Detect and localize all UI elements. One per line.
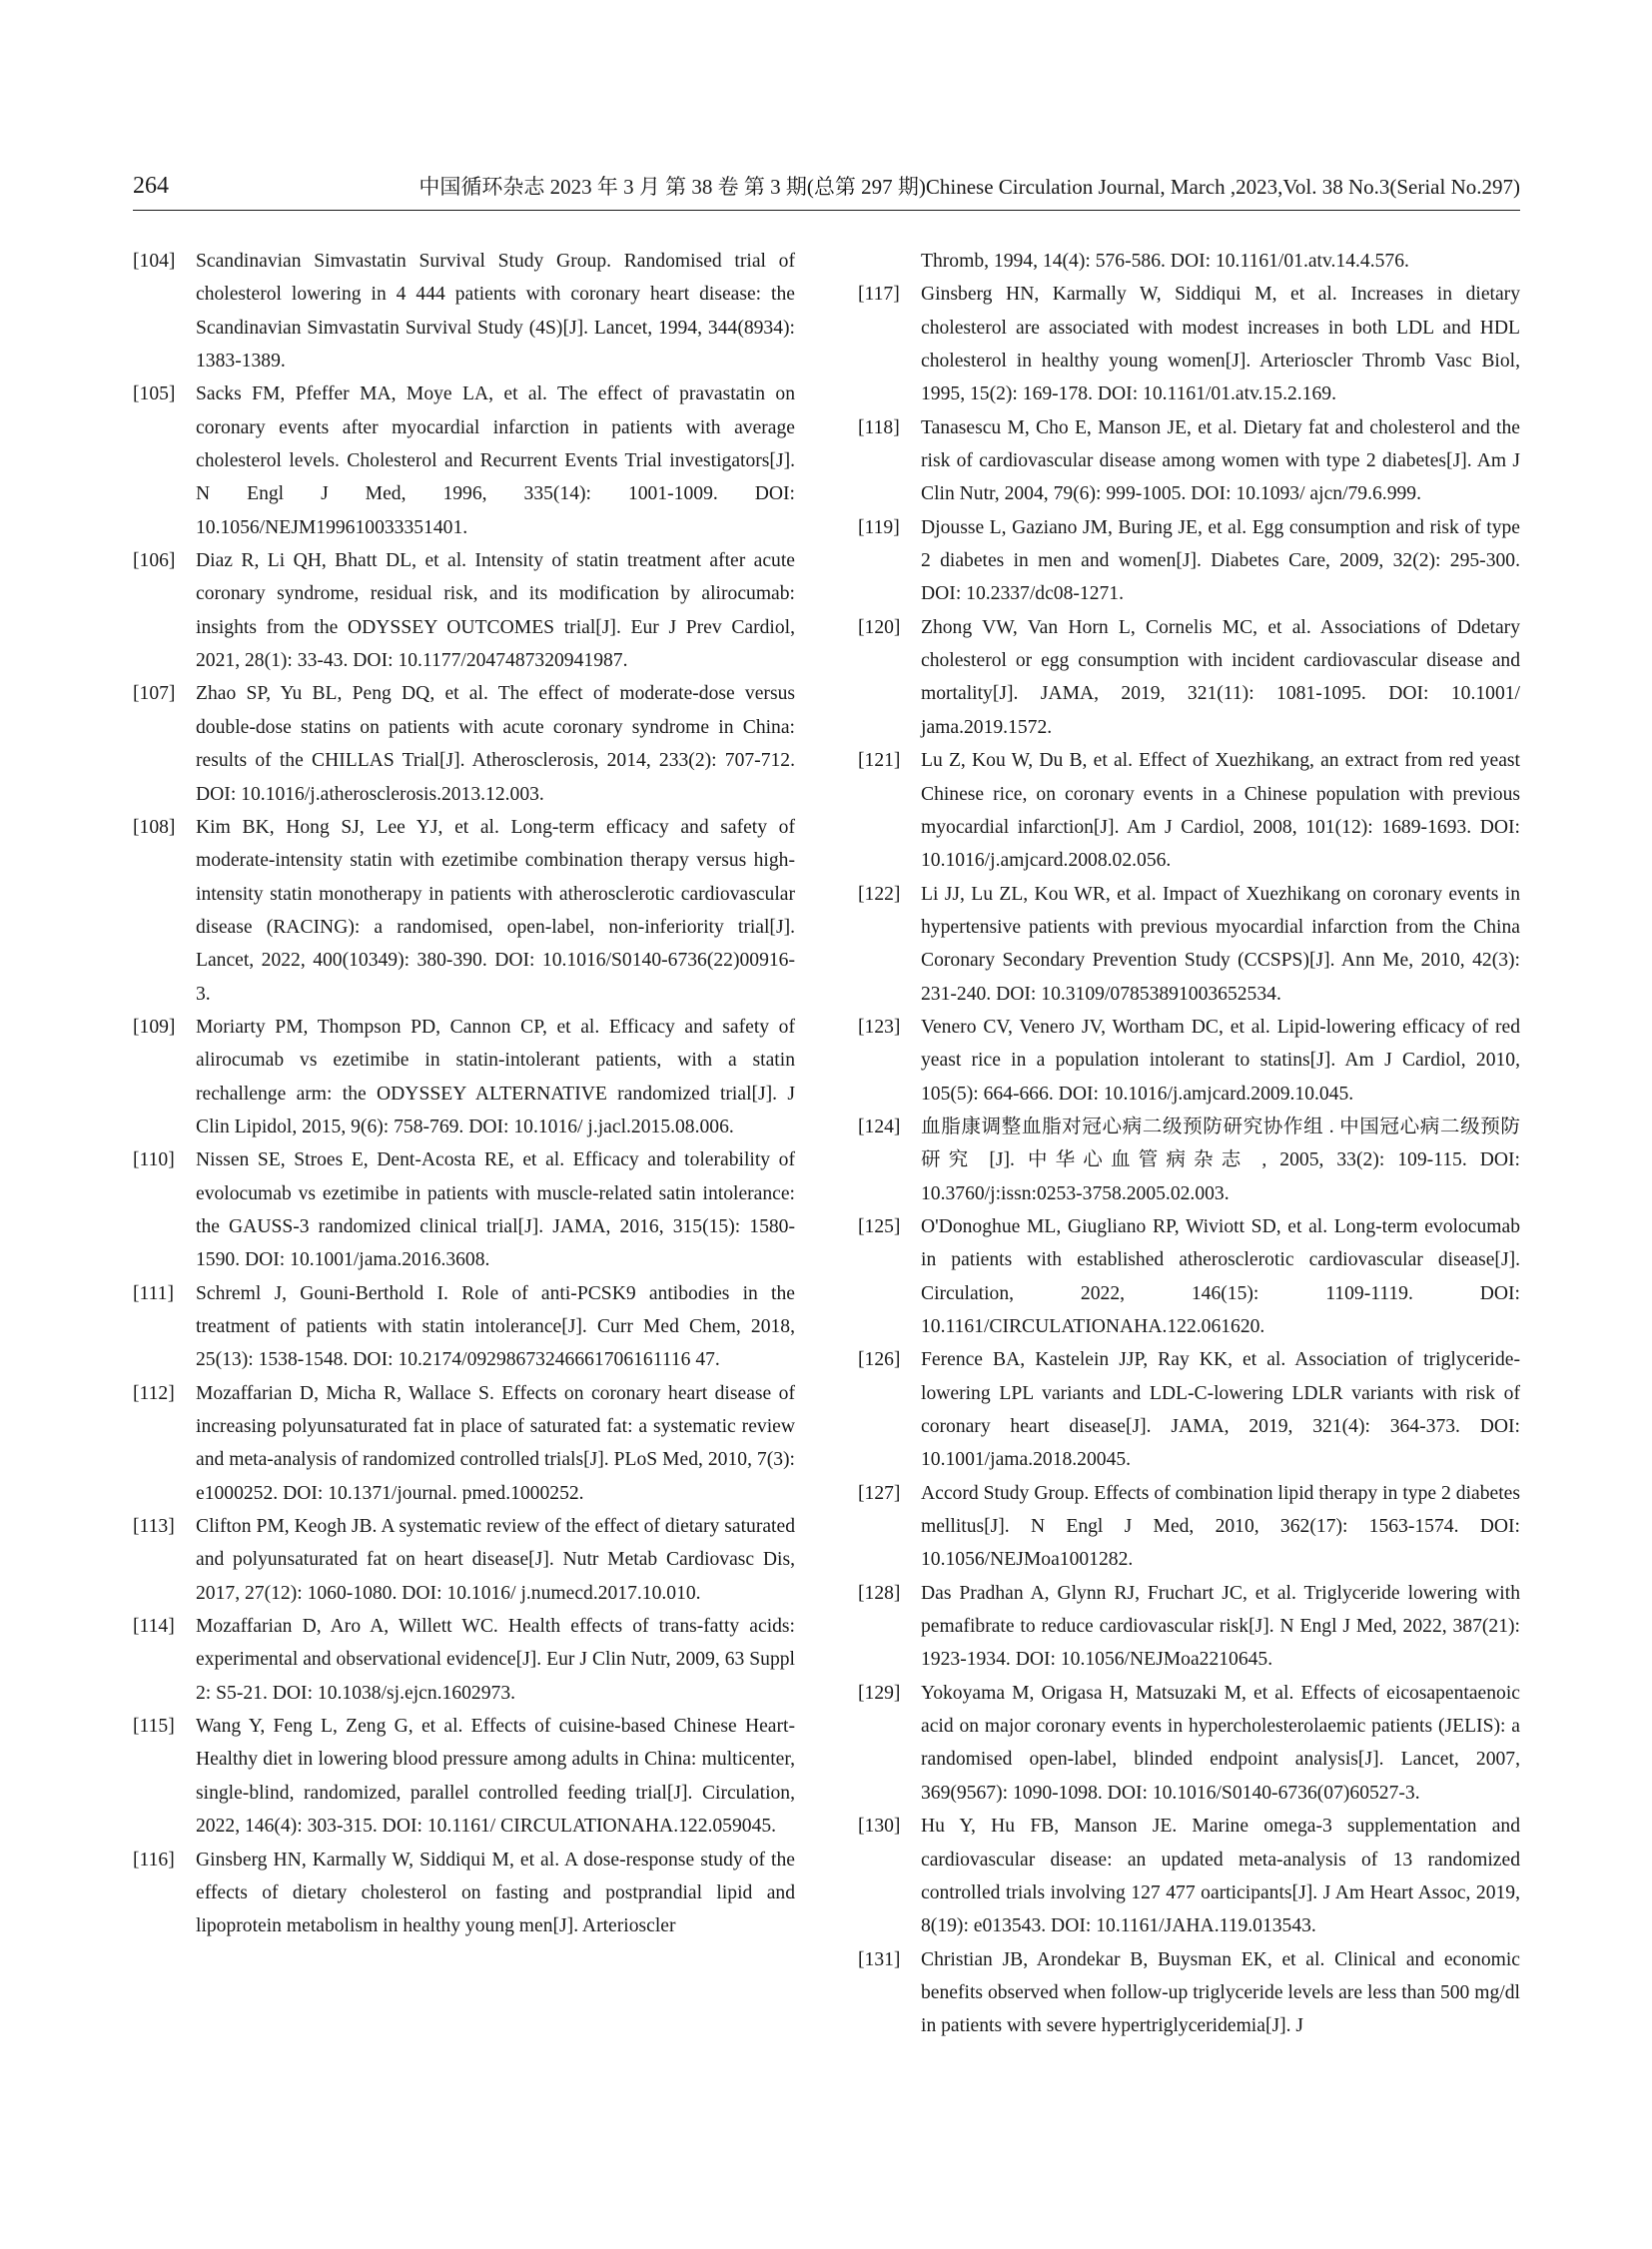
reference-number: [120] <box>858 616 901 638</box>
reference-text: Venero CV, Venero JV, Wortham DC, et al. Lipid-lowering efficacy of red yeast rice in a population intolerant to statins[J]. Am J Cardiol, 2010, 105(5): 664-666. DOI: 10.1016/j.amjcard.2009.10.045. <box>921 1016 1520 1105</box>
reference-number: [127] <box>858 1482 901 1504</box>
reference-item <box>133 1510 795 1610</box>
reference-item <box>858 1011 1520 1111</box>
reference-text: Moriarty PM, Thompson PD, Cannon CP, et al. Efficacy and safety of alirocumab vs ezetimibe in statin-intolerant patients, with a statin rechallenge arm: the ODYSSEY ALTERNATIVE randomized trial[J]. J Clin Lipidol, 2015, 9(6): 758-769. DOI: 10.1016/ j.jacl.2015.08.006. <box>196 1016 795 1137</box>
reference-text: Mozaffarian D, Micha R, Wallace S. Effects on coronary heart disease of increasing polyunsaturated fat in place of saturated fat: a systematic review and meta-analysis of randomized controlled trials[J]. PLoS Med, 2010, 7(3): e1000252. DOI: 10.1371/journal. pmed.1000252. <box>196 1382 795 1504</box>
reference-text: Diaz R, Li QH, Bhatt DL, et al. Intensity of statin treatment after acute coronary syndrome, residual risk, and its modification by alirocumab: insights from the ODYSSEY OUTCOMES trial[J]. Eur J Prev Cardiol, 2021, 28(1): 33-43. DOI: 10.1177/2047487320941987. <box>196 550 795 672</box>
reference-number: [106] <box>133 550 176 572</box>
reference-text: Zhong VW, Van Horn L, Cornelis MC, et al. Associations of Ddetary cholesterol or egg consumption with incident cardiovascular disease and mortality[J]. JAMA, 2019, 321(11): 1081-1095. DOI: 10.1001/ jama.2019.1572. <box>921 616 1520 738</box>
reference-text: Hu Y, Hu FB, Manson JE. Marine omega-3 supplementation and cardiovascular disease: an updated meta-analysis of 13 randomized controlled trials involving 127 477 oarticipants[J]. J Am Heart Assoc, 2019, 8(19): e013543. DOI: 10.1161/JAHA.119.013543. <box>921 1816 1520 1937</box>
reference-item <box>133 1844 795 1943</box>
reference-item <box>133 1377 795 1510</box>
reference-item <box>133 1277 795 1377</box>
reference-number: [115] <box>133 1716 175 1738</box>
reference-number: [112] <box>133 1382 175 1404</box>
reference-item <box>133 245 795 377</box>
reference-number: [117] <box>858 284 900 306</box>
reference-text: Ginsberg HN, Karmally W, Siddiqui M, et al. Increases in dietary cholesterol are associated with modest increases in both LDL and HDL cholesterol in healthy young women[J]. Arterioscler Thromb Vasc Biol, 1995, 15(2): 169-178. DOI: 10.1161/01.atv.15.2.169. <box>921 284 1520 405</box>
reference-number: [110] <box>133 1149 175 1171</box>
reference-text: Clifton PM, Keogh JB. A systematic review of the effect of dietary saturated and polyunsaturated fat on heart disease[J]. Nutr Metab Cardiovasc Dis, 2017, 27(12): 1060-1080. DOI: 10.1016/ j.numecd.2017.10.010. <box>196 1516 795 1604</box>
reference-text: Yokoyama M, Origasa H, Matsuzaki M, et al. Effects of eicosapentaenoic acid on major coronary events in hypercholesterolaemic patients (JELIS): a randomised open-label, blinded endpoint analysis[J]. Lancet, 2007, 369(9567): 1090-1098. DOI: 10.1016/S0140-6736(07)60527-3. <box>921 1682 1520 1804</box>
reference-item <box>133 1011 795 1143</box>
reference-number: [119] <box>858 516 900 538</box>
reference-number: [125] <box>858 1215 901 1237</box>
reference-number: [118] <box>858 416 900 438</box>
reference-number: [124] <box>858 1116 901 1137</box>
reference-text: Accord Study Group. Effects of combination lipid therapy in type 2 diabetes mellitus[J]. N Engl J Med, 2010, 362(17): 1563-1574. DOI: 10.1056/NEJMoa1001282. <box>921 1482 1520 1571</box>
reference-text: O'Donoghue ML, Giugliano RP, Wiviott SD, et al. Long-term evolocumab in patients with established atherosclerotic cardiovascular disease[J]. Circulation, 2022, 146(15): 1109-1119. DOI: 10.1161/CIRCULATIONAHA.122.061620. <box>921 1215 1520 1337</box>
reference-text: Christian JB, Arondekar B, Buysman EK, et al. Clinical and economic benefits observed when follow-up triglyceride levels are less than 500 mg/dl in patients with severe hypertriglyceridemia[J]. J <box>921 1948 1520 2037</box>
reference-item <box>133 377 795 544</box>
reference-item <box>133 811 795 1011</box>
reference-item <box>858 1343 1520 1476</box>
reference-item <box>858 744 1520 877</box>
reference-item <box>133 1610 795 1710</box>
reference-number: [113] <box>133 1516 175 1538</box>
reference-item <box>858 611 1520 744</box>
reference-item <box>133 677 795 810</box>
reference-item <box>133 544 795 677</box>
reference-text: Djousse L, Gaziano JM, Buring JE, et al. Egg consumption and risk of type 2 diabetes in men and women[J]. Diabetes Care, 2009, 32(2): 295-300. DOI: 10.2337/dc08-1271. <box>921 516 1520 605</box>
reference-text: Schreml J, Gouni-Berthold I. Role of anti-PCSK9 antibodies in the treatment of patients with statin intolerance[J]. Curr Med Chem, 2018, 25(13): 1538-1548. DOI: 10.2174/09298673246661706161116 47. <box>196 1282 795 1371</box>
reference-item <box>858 1477 1520 1577</box>
reference-number: [122] <box>858 883 901 905</box>
reference-number: [109] <box>133 1016 176 1038</box>
reference-number: [105] <box>133 383 176 405</box>
reference-number: [129] <box>858 1682 901 1704</box>
reference-number: [126] <box>858 1349 901 1371</box>
reference-number: [130] <box>858 1816 901 1838</box>
reference-number: [108] <box>133 816 176 838</box>
reference-text: Zhao SP, Yu BL, Peng DQ, et al. The effect of moderate-dose versus double-dose statins on patients with acute coronary syndrome in China: results of the CHILLAS Trial[J]. Atherosclerosis, 2014, 233(2): 707-712. DOI: 10.1016/j.atherosclerosis.2013.12.003. <box>196 683 795 805</box>
reference-column-left <box>133 245 795 1943</box>
reference-text: Mozaffarian D, Aro A, Willett WC. Health effects of trans-fatty acids: experimental and observational evidence[J]. Eur J Clin Nutr, 2009, 63 Suppl 2: S5-21. DOI: 10.1038/sj.ejcn.1602973. <box>196 1616 795 1704</box>
reference-number: [104] <box>133 251 176 272</box>
reference-number: [111] <box>133 1282 174 1304</box>
reference-number: [116] <box>133 1849 175 1871</box>
reference-item <box>133 1143 795 1276</box>
reference-text: Nissen SE, Stroes E, Dent-Acosta RE, et al. Efficacy and tolerability of evolocumab vs ezetimibe in patients with muscle-related satin intolerance: the GAUSS-3 randomized clinical trial[J]. JAMA, 2016, 315(15): 1580-1590. DOI: 10.1001/jama.2016.3608. <box>196 1149 795 1271</box>
reference-number: [114] <box>133 1616 175 1638</box>
page-number: 264 <box>133 173 169 199</box>
reference-number: [123] <box>858 1016 901 1038</box>
reference-item <box>858 1810 1520 1942</box>
reference-item <box>858 1577 1520 1677</box>
reference-number: [131] <box>858 1948 901 1970</box>
running-header: 中国循环杂志 2023 年 3 月 第 38 卷 第 3 期(总第 297 期)Chinese Circulation Journal, March ,2023,Vol. 38 No.3(Serial No.297) <box>418 175 1520 199</box>
reference-item <box>858 878 1520 1011</box>
reference-item <box>858 1677 1520 1810</box>
reference-item <box>858 1111 1520 1210</box>
reference-continuation: Thromb, 1994, 14(4): 576-586. DOI: 10.1161/01.atv.14.4.576. <box>921 251 1409 272</box>
reference-text: Sacks FM, Pfeffer MA, Moye LA, et al. The effect of pravastatin on coronary events after myocardial infarction in patients with average cholesterol levels. Cholesterol and Recurrent Events Trial investigators[J]. N Engl J Med, 1996, 335(14): 1001-1009. DOI: 10.1056/NEJM199610033351401. <box>196 383 795 538</box>
reference-text: Li JJ, Lu ZL, Kou WR, et al. Impact of Xuezhikang on coronary events in hypertensive patients with previous myocardial infarction from the China Coronary Secondary Prevention Study (CCSPS)[J]. Ann Me, 2010, 42(3): 231-240. DOI: 10.3109/07853891003652534. <box>921 883 1520 1005</box>
reference-text: Lu Z, Kou W, Du B, et al. Effect of Xuezhikang, an extract from red yeast Chinese rice, on coronary events in a Chinese population with previous myocardial infarction[J]. Am J Cardiol, 2008, 101(12): 1689-1693. DOI: 10.1016/j.amjcard.2008.02.056. <box>921 750 1520 872</box>
reference-text: Wang Y, Feng L, Zeng G, et al. Effects of cuisine-based Chinese Heart-Healthy diet in lowering blood pressure among adults in China: multicenter, single-blind, randomized, parallel controlled feeding trial[J]. Circulation, 2022, 146(4): 303-315. DOI: 10.1161/ CIRCULATIONAHA.122.059045. <box>196 1716 795 1838</box>
reference-item <box>858 278 1520 410</box>
reference-text: Tanasescu M, Cho E, Manson JE, et al. Dietary fat and cholesterol and the risk of cardiovascular disease among women with type 2 diabetes[J]. Am J Clin Nutr, 2004, 79(6): 999-1005. DOI: 10.1093/ ajcn/79.6.999. <box>921 416 1520 505</box>
reference-text: Scandinavian Simvastatin Survival Study Group. Randomised trial of cholesterol lowering in 4 444 patients with coronary heart disease: the Scandinavian Simvastatin Survival Study (4S)[J]. Lancet, 1994, 344(8934): 1383-1389. <box>196 251 795 373</box>
reference-text: Ference BA, Kastelein JJP, Ray KK, et al. Association of triglyceride-lowering LPL variants and LDL-C-lowering LDLR variants with risk of coronary heart disease[J]. JAMA, 2019, 321(4): 364-373. DOI: 10.1001/jama.2018.20045. <box>921 1349 1520 1471</box>
reference-text: Ginsberg HN, Karmally W, Siddiqui M, et al. A dose-response study of the effects of dietary cholesterol on fasting and postprandial lipid and lipoprotein metabolism in healthy young men[J]. Arterioscler <box>196 1849 795 1937</box>
reference-item <box>858 1210 1520 1343</box>
reference-text: 血脂康调整血脂对冠心病二级预防研究协作组 . 中国冠心病二级预防研究 [J]. 中华心血管病杂志 , 2005, 33(2): 109-115. DOI: 10.3760/j:issn:0253-3758.2005.02.003. <box>921 1116 1520 1204</box>
reference-text: Kim BK, Hong SJ, Lee YJ, et al. Long-term efficacy and safety of moderate-intensity statin with ezetimibe combination therapy versus high-intensity statin monotherapy in patients with atherosclerotic cardiovascular disease (RACING): a randomised, open-label, non-inferiority trial[J]. Lancet, 2022, 400(10349): 380-390. DOI: 10.1016/S0140-6736(22)00916-3. <box>196 816 795 1005</box>
reference-item <box>133 1710 795 1843</box>
reference-number: [107] <box>133 683 176 705</box>
reference-number: [128] <box>858 1582 901 1604</box>
reference-column-right <box>858 245 1520 2043</box>
header-rule <box>133 210 1520 211</box>
reference-item <box>858 1943 1520 2043</box>
reference-item <box>858 411 1520 511</box>
reference-number: [121] <box>858 750 901 772</box>
reference-item <box>858 511 1520 611</box>
reference-text: Das Pradhan A, Glynn RJ, Fruchart JC, et al. Triglyceride lowering with pemafibrate to reduce cardiovascular risk[J]. N Engl J Med, 2022, 387(21): 1923-1934. DOI: 10.1056/NEJMoa2210645. <box>921 1582 1520 1671</box>
